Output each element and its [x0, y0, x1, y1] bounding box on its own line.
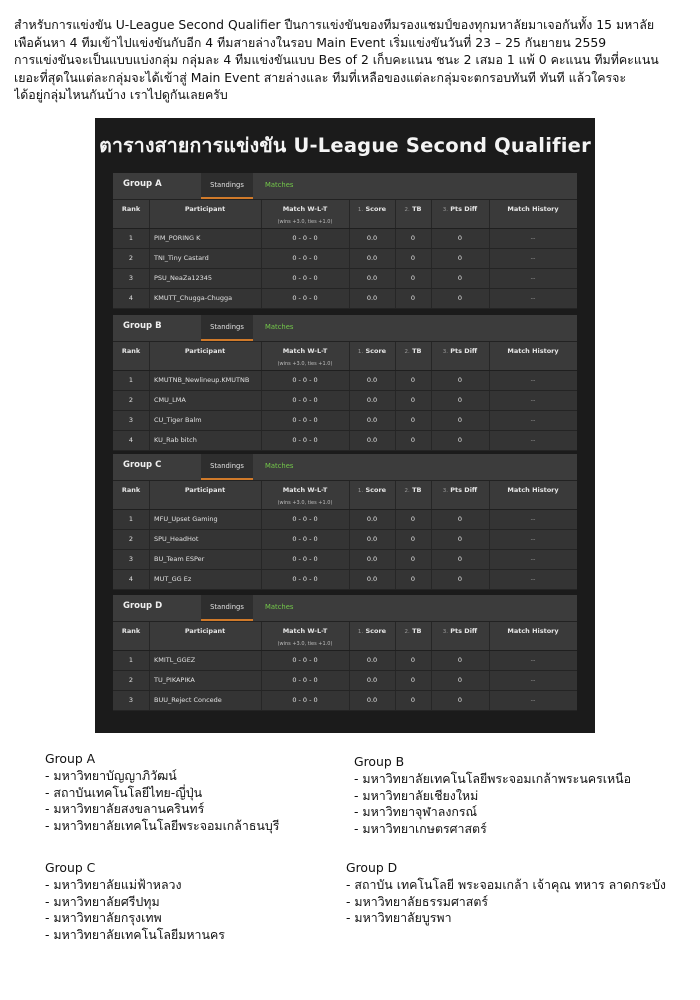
- cell-pts-diff: 0: [457, 575, 463, 583]
- cell-rank: 1: [128, 656, 134, 664]
- col-tb[interactable]: [395, 622, 431, 650]
- col-wlt-sub: (wins +3.0, ties +1.0): [277, 219, 333, 225]
- cell-pts-diff: 0: [457, 234, 463, 242]
- cell-wlt: 0 - 0 - 0: [292, 254, 318, 262]
- group-table: [113, 595, 577, 711]
- col-rank: Rank: [121, 486, 141, 494]
- col-pts-index: 3.: [442, 488, 449, 494]
- cell-score: 0.0: [366, 676, 378, 684]
- cell-history: --: [530, 416, 536, 424]
- cell-pts-diff: 0: [457, 436, 463, 444]
- col-tb[interactable]: [395, 342, 431, 370]
- cell-score: 0.0: [366, 515, 378, 523]
- cell-participant[interactable]: TNI_Tiny Castard: [154, 254, 209, 262]
- col-score[interactable]: [349, 342, 395, 370]
- group-table: [113, 315, 577, 451]
- col-tb-index: 2.: [404, 349, 410, 355]
- cell-score: 0.0: [366, 234, 378, 242]
- col-score-label: Score: [365, 486, 387, 494]
- group-list-item: - มหาวิทยาบัญญาภิวัฒน์: [45, 768, 177, 784]
- cell-tb: 0: [410, 254, 416, 262]
- group-list-b: [354, 754, 631, 837]
- table-row[interactable]: [113, 530, 577, 550]
- col-tb-label: TB: [412, 347, 422, 355]
- group-name: Group D: [123, 601, 163, 611]
- cell-history: --: [530, 376, 536, 384]
- group-list-item: - มหาวิทยาลัยแม่ฟ้าหลวง: [45, 877, 182, 893]
- group-list-c: [45, 860, 225, 943]
- table-row[interactable]: [113, 371, 577, 391]
- cell-participant[interactable]: KU_Rab bitch: [154, 436, 197, 444]
- cell-participant[interactable]: PIM_PORING K: [154, 234, 201, 242]
- table-row[interactable]: [113, 269, 577, 289]
- group-list-item: - สถาบันเทคโนโลยีไทย-ญี่ปุ่น: [45, 784, 203, 800]
- cell-wlt: 0 - 0 - 0: [292, 656, 318, 664]
- cell-participant[interactable]: CU_Tiger Balm: [154, 416, 202, 424]
- col-score[interactable]: [349, 200, 395, 228]
- group-list-item: - มหาวิทยาลัยธรรมศาสตร์: [346, 893, 489, 909]
- table-row[interactable]: [113, 510, 577, 530]
- col-tb[interactable]: [395, 200, 431, 228]
- cell-tb: 0: [410, 656, 416, 664]
- cell-participant[interactable]: MUT_GG Ez: [154, 575, 192, 583]
- tab-matches[interactable]: Matches: [265, 323, 294, 331]
- col-wlt-label: Match W-L-T: [282, 627, 328, 635]
- col-history: Match History: [507, 205, 559, 213]
- cell-wlt: 0 - 0 - 0: [292, 676, 318, 684]
- col-tb-label: TB: [412, 205, 422, 213]
- col-participant: Participant: [184, 627, 226, 635]
- cell-wlt: 0 - 0 - 0: [292, 294, 318, 302]
- table-row[interactable]: [113, 431, 577, 451]
- cell-rank: 3: [128, 274, 134, 282]
- table-header-row: [113, 481, 577, 510]
- cell-participant[interactable]: KMUTNB_Newlineup.KMUTNB: [154, 376, 250, 384]
- tab-matches[interactable]: Matches: [265, 462, 294, 470]
- cell-rank: 1: [128, 234, 134, 242]
- cell-tb: 0: [410, 416, 416, 424]
- cell-pts-diff: 0: [457, 254, 463, 262]
- cell-wlt: 0 - 0 - 0: [292, 396, 318, 404]
- table-row[interactable]: [113, 550, 577, 570]
- cell-score: 0.0: [366, 396, 378, 404]
- col-wlt: [261, 200, 349, 228]
- cell-score: 0.0: [366, 575, 378, 583]
- table-row[interactable]: [113, 671, 577, 691]
- col-wlt-sub: (wins +3.0, ties +1.0): [277, 500, 333, 506]
- col-score-index: 1.: [357, 207, 364, 213]
- group-list-item: - สถาบัน เทคโนโลยี พระจอมเกล้า เจ้าคุณ ทหาร ลาดกระบัง: [346, 877, 666, 893]
- cell-rank: 2: [128, 254, 134, 262]
- tab-standings[interactable]: Standings: [201, 173, 253, 199]
- col-pts-diff[interactable]: [431, 481, 489, 509]
- col-pts-diff[interactable]: [431, 200, 489, 228]
- group-list-item: - มหาวิทยาลัยบูรพา: [346, 910, 452, 926]
- cell-history: --: [530, 274, 536, 282]
- group-list-item: - มหาวิทยาลัยเทคโนโลยีมหานคร: [45, 926, 225, 942]
- cell-participant[interactable]: PSU_NeaZa12345: [154, 274, 213, 282]
- col-score-label: Score: [365, 627, 387, 635]
- cell-wlt: 0 - 0 - 0: [292, 416, 318, 424]
- cell-wlt: 0 - 0 - 0: [292, 274, 318, 282]
- cell-score: 0.0: [366, 696, 378, 704]
- cell-rank: 1: [128, 376, 134, 384]
- cell-wlt: 0 - 0 - 0: [292, 535, 318, 543]
- col-tb[interactable]: [395, 481, 431, 509]
- tab-standings[interactable]: Standings: [201, 595, 253, 621]
- cell-history: --: [530, 555, 536, 563]
- cell-pts-diff: 0: [457, 696, 463, 704]
- col-participant: Participant: [184, 347, 226, 355]
- col-pts-index: 3.: [442, 629, 449, 635]
- table-row[interactable]: [113, 651, 577, 671]
- cell-history: --: [530, 234, 536, 242]
- col-participant: Participant: [184, 205, 226, 213]
- cell-participant[interactable]: MFU_Upset Gaming: [154, 515, 218, 523]
- table-row[interactable]: [113, 391, 577, 411]
- cell-pts-diff: 0: [457, 274, 463, 282]
- table-row[interactable]: [113, 570, 577, 590]
- cell-tb: 0: [410, 575, 416, 583]
- col-score-index: 1.: [357, 349, 364, 355]
- cell-history: --: [530, 696, 536, 704]
- col-score[interactable]: [349, 622, 395, 650]
- cell-tb: 0: [410, 515, 416, 523]
- cell-rank: 3: [128, 416, 134, 424]
- group-name: Group B: [123, 321, 162, 331]
- col-tb-label: TB: [412, 627, 422, 635]
- group-list-title: Group D: [346, 860, 398, 875]
- cell-rank: 2: [128, 535, 134, 543]
- cell-participant[interactable]: BUU_Reject Concede: [154, 696, 222, 704]
- group-header: [113, 173, 577, 200]
- col-rank: Rank: [121, 205, 141, 213]
- col-score[interactable]: [349, 481, 395, 509]
- table-row[interactable]: [113, 411, 577, 431]
- col-wlt: [261, 481, 349, 509]
- group-list-title: Group B: [354, 754, 405, 769]
- col-pts-index: 3.: [442, 349, 449, 355]
- cell-tb: 0: [410, 396, 416, 404]
- cell-rank: 2: [128, 676, 134, 684]
- table-header-row: [113, 342, 577, 371]
- col-wlt-sub: (wins +3.0, ties +1.0): [277, 641, 333, 647]
- col-wlt-label: Match W-L-T: [282, 205, 328, 213]
- cell-pts-diff: 0: [457, 535, 463, 543]
- cell-rank: 3: [128, 696, 134, 704]
- cell-score: 0.0: [366, 436, 378, 444]
- cell-score: 0.0: [366, 274, 378, 282]
- cell-history: --: [530, 254, 536, 262]
- group-name: Group C: [123, 460, 162, 470]
- cell-participant[interactable]: TU_PIKAPIKA: [154, 676, 195, 684]
- cell-rank: 1: [128, 515, 134, 523]
- table-row[interactable]: [113, 229, 577, 249]
- group-list-item: - มหาวิทยาลัยเทคโนโลยีพระจอมเกล้าธนบุรี: [45, 817, 280, 833]
- col-score-label: Score: [365, 347, 387, 355]
- tab-standings[interactable]: Standings: [201, 315, 253, 341]
- cell-score: 0.0: [366, 555, 378, 563]
- tab-matches[interactable]: Matches: [265, 181, 294, 189]
- col-score-index: 1.: [357, 629, 364, 635]
- cell-tb: 0: [410, 234, 416, 242]
- cell-tb: 0: [410, 436, 416, 444]
- intro-text: [14, 16, 694, 104]
- cell-tb: 0: [410, 376, 416, 384]
- group-table: [113, 454, 577, 590]
- cell-rank: 4: [128, 436, 134, 444]
- cell-history: --: [530, 535, 536, 543]
- group-list-a: [45, 751, 279, 834]
- cell-tb: 0: [410, 676, 416, 684]
- col-wlt: [261, 622, 349, 650]
- intro-line: ได้อยู่กลุ่มไหนกันบ้าง เราไปดูกันเลยครับ: [14, 87, 228, 103]
- cell-tb: 0: [410, 294, 416, 302]
- cell-pts-diff: 0: [457, 294, 463, 302]
- group-list-item: - มหาวิทยาเกษตรศาสตร์: [354, 820, 487, 836]
- col-history: Match History: [507, 486, 559, 494]
- cell-participant[interactable]: BU_Team ESPer: [154, 555, 205, 563]
- cell-tb: 0: [410, 555, 416, 563]
- col-history: Match History: [507, 347, 559, 355]
- col-tb-index: 2.: [404, 207, 410, 213]
- col-pts-diff[interactable]: [431, 342, 489, 370]
- group-list-title: Group C: [45, 860, 96, 875]
- cell-pts-diff: 0: [457, 656, 463, 664]
- cell-pts-diff: 0: [457, 396, 463, 404]
- cell-score: 0.0: [366, 416, 378, 424]
- col-rank: Rank: [121, 347, 141, 355]
- cell-rank: 4: [128, 294, 134, 302]
- group-list-item: - มหาวิทยาลัยกรุงเทพ: [45, 910, 162, 926]
- cell-participant[interactable]: KMUTT_Chugga-Chugga: [154, 294, 233, 302]
- col-pts-diff[interactable]: [431, 622, 489, 650]
- tab-standings[interactable]: Standings: [201, 454, 253, 480]
- cell-wlt: 0 - 0 - 0: [292, 696, 318, 704]
- cell-score: 0.0: [366, 294, 378, 302]
- cell-participant[interactable]: SPU_HeadHot: [154, 535, 199, 543]
- cell-history: --: [530, 575, 536, 583]
- cell-tb: 0: [410, 696, 416, 704]
- cell-pts-diff: 0: [457, 515, 463, 523]
- col-pts-index: 3.: [442, 207, 449, 213]
- group-list-item: - มหาวิทยาจุฬาลงกรณ์: [354, 804, 478, 820]
- cell-history: --: [530, 294, 536, 302]
- col-tb-index: 2.: [404, 629, 410, 635]
- group-list-title: Group A: [45, 751, 96, 766]
- intro-line: สำหรับการแข่งขัน U-League Second Qualifier ปืนการแข่งขันของทีมรองแชมป์ของทุกมหาลัยมาเจอกันทั้ง 15 มหาลัย: [14, 17, 655, 32]
- cell-history: --: [530, 656, 536, 664]
- group-name: Group A: [123, 179, 162, 189]
- col-pts-label: Pts Diff: [450, 486, 478, 494]
- col-wlt-label: Match W-L-T: [282, 347, 328, 355]
- group-list-item: - มหาวิทยาลัยเทคโนโลยีพระจอมเกล้าพระนครเหนือ: [354, 771, 632, 787]
- cell-history: --: [530, 436, 536, 444]
- group-list-d: [346, 860, 666, 927]
- col-participant: Participant: [184, 486, 226, 494]
- col-history: Match History: [507, 627, 559, 635]
- table-row[interactable]: [113, 289, 577, 309]
- col-pts-label: Pts Diff: [450, 205, 478, 213]
- group-header: [113, 315, 577, 342]
- col-tb-index: 2.: [404, 488, 410, 494]
- group-table: [113, 173, 577, 309]
- cell-history: --: [530, 515, 536, 523]
- cell-tb: 0: [410, 274, 416, 282]
- cell-participant[interactable]: KMITL_GGEZ: [154, 656, 196, 664]
- col-wlt-label: Match W-L-T: [282, 486, 328, 494]
- cell-wlt: 0 - 0 - 0: [292, 436, 318, 444]
- bracket-image-panel: [95, 118, 595, 733]
- intro-line: เพือค้นหา 4 ทีมเข้าไปแข่งขันกับอีก 4 ทีมสายล่างในรอบ Main Event เริ่มแข่งขันวันที่ 23 – 25 กันยายน 2559: [14, 34, 607, 50]
- col-pts-label: Pts Diff: [450, 347, 478, 355]
- cell-tb: 0: [410, 535, 416, 543]
- col-tb-label: TB: [412, 486, 422, 494]
- col-wlt-sub: (wins +3.0, ties +1.0): [277, 361, 333, 367]
- cell-wlt: 0 - 0 - 0: [292, 234, 318, 242]
- cell-pts-diff: 0: [457, 676, 463, 684]
- cell-wlt: 0 - 0 - 0: [292, 575, 318, 583]
- tab-matches[interactable]: Matches: [265, 603, 294, 611]
- cell-participant[interactable]: CMU_LMA: [154, 396, 186, 404]
- table-row[interactable]: [113, 249, 577, 269]
- group-header: [113, 595, 577, 622]
- group-list-item: - มหาวิทยาลัยศรีปทุม: [45, 893, 160, 909]
- cell-pts-diff: 0: [457, 376, 463, 384]
- cell-score: 0.0: [366, 254, 378, 262]
- col-pts-label: Pts Diff: [450, 627, 478, 635]
- intro-line: เยอะที่สุดในแต่ละกลุ่มจะได้เข้าสู่ Main Event สายล่างและ ทีมที่เหลือของแต่ละกลุ่มจะตกรอบทันที ทันที แล้วใครจะ: [14, 69, 627, 85]
- cell-wlt: 0 - 0 - 0: [292, 376, 318, 384]
- col-wlt: [261, 342, 349, 370]
- cell-wlt: 0 - 0 - 0: [292, 515, 318, 523]
- cell-rank: 3: [128, 555, 134, 563]
- group-list-item: - มหาวิทยาลัยเชียงใหม่: [354, 787, 479, 803]
- cell-rank: 4: [128, 575, 134, 583]
- col-rank: Rank: [121, 627, 141, 635]
- cell-score: 0.0: [366, 376, 378, 384]
- table-row[interactable]: [113, 691, 577, 711]
- col-score-index: 1.: [357, 488, 364, 494]
- cell-history: --: [530, 676, 536, 684]
- cell-wlt: 0 - 0 - 0: [292, 555, 318, 563]
- table-header-row: [113, 622, 577, 651]
- group-header: [113, 454, 577, 481]
- cell-history: --: [530, 396, 536, 404]
- cell-score: 0.0: [366, 656, 378, 664]
- cell-pts-diff: 0: [457, 416, 463, 424]
- cell-score: 0.0: [366, 535, 378, 543]
- cell-pts-diff: 0: [457, 555, 463, 563]
- intro-line: การแข่งขันจะเป็นแบบแบ่งกลุ่ม กลุ่มละ 4 ทีมแข่งขันแบบ Bes of 2 เก็บคะแนน ชนะ 2 เสมอ 1 แพ้ 0 คะแนน ทีมที่คะแนน: [14, 52, 659, 68]
- col-score-label: Score: [365, 205, 387, 213]
- group-list-item: - มหาวิทยาลัยสงขลานครินทร์: [45, 801, 205, 817]
- cell-rank: 2: [128, 396, 134, 404]
- panel-title: ตารางสายการแข่งขัน U-League Second Qualifier: [99, 134, 591, 157]
- table-header-row: [113, 200, 577, 229]
